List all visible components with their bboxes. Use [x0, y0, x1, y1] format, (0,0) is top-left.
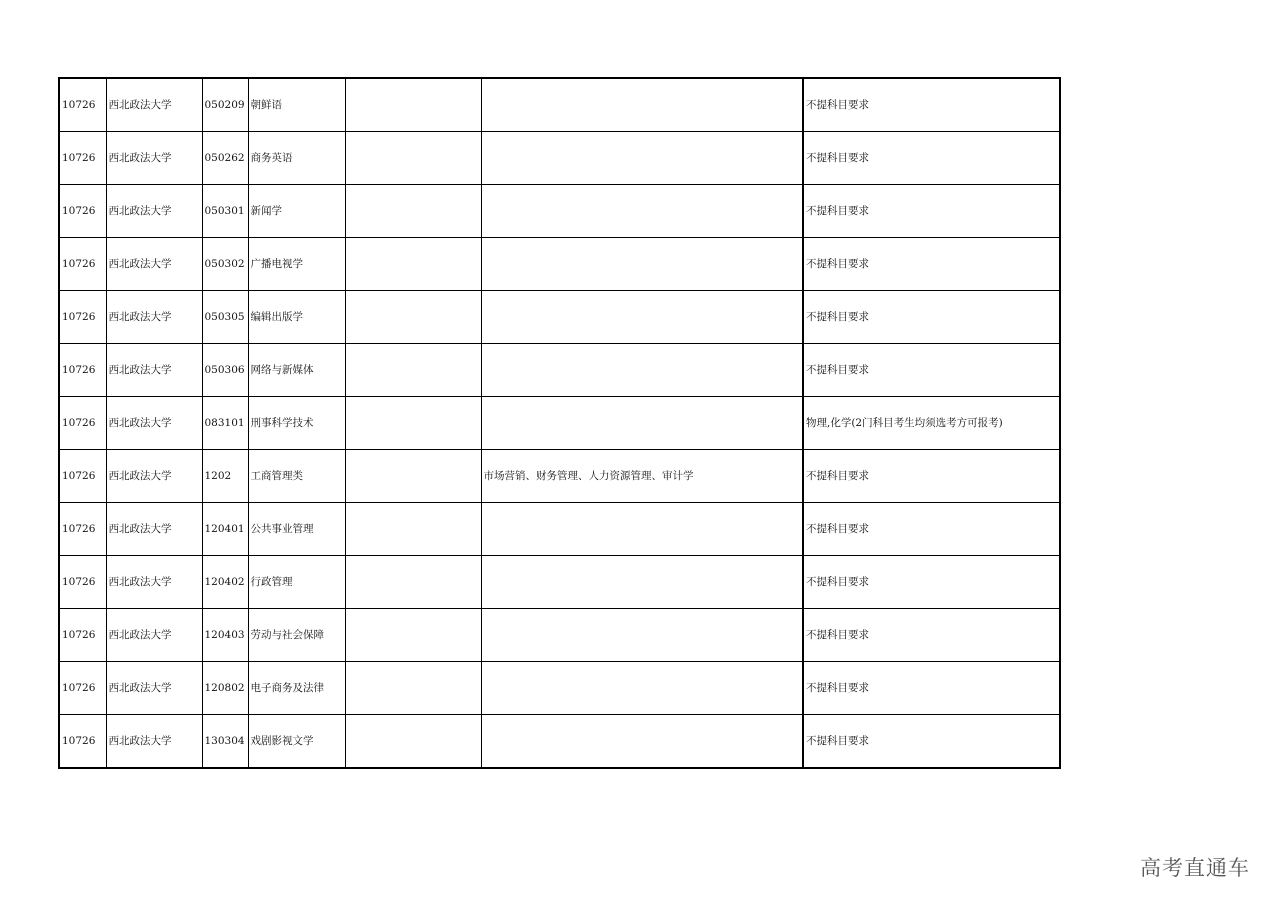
major-name-cell: 刑事科学技术 — [248, 397, 345, 450]
requirement-cell: 不提科目要求 — [803, 185, 1060, 238]
school-name-cell: 西北政法大学 — [106, 185, 202, 238]
requirement-cell: 不提科目要求 — [803, 132, 1060, 185]
table-row — [59, 503, 1060, 556]
table-row — [59, 132, 1060, 185]
school-name-cell: 西北政法大学 — [106, 238, 202, 291]
blank-cell — [345, 450, 481, 503]
major-code-cell: 120802 — [202, 662, 248, 715]
major-code-cell: 083101 — [202, 397, 248, 450]
major-name-cell: 公共事业管理 — [248, 503, 345, 556]
school-name-cell: 西北政法大学 — [106, 662, 202, 715]
major-code-cell: 120403 — [202, 609, 248, 662]
blank-cell — [345, 556, 481, 609]
school-name-cell: 西北政法大学 — [106, 556, 202, 609]
includes-cell — [481, 185, 803, 238]
major-code-cell: 050262 — [202, 132, 248, 185]
table-row — [59, 662, 1060, 715]
school-code-cell: 10726 — [59, 238, 106, 291]
requirement-cell: 不提科目要求 — [803, 609, 1060, 662]
major-code-cell: 050305 — [202, 291, 248, 344]
table-row — [59, 78, 1060, 132]
requirement-cell: 不提科目要求 — [803, 503, 1060, 556]
includes-cell — [481, 344, 803, 397]
requirement-cell: 不提科目要求 — [803, 238, 1060, 291]
table-row — [59, 556, 1060, 609]
includes-cell — [481, 291, 803, 344]
major-name-cell: 朝鲜语 — [248, 78, 345, 132]
table-row — [59, 185, 1060, 238]
includes-cell: 市场营销、财务管理、人力资源管理、审计学 — [481, 450, 803, 503]
major-name-cell: 电子商务及法律 — [248, 662, 345, 715]
major-name-cell: 劳动与社会保障 — [248, 609, 345, 662]
school-name-cell: 西北政法大学 — [106, 344, 202, 397]
watermark-text: 高考直通车 — [1140, 856, 1250, 880]
table-row — [59, 397, 1060, 450]
major-name-cell: 编辑出版学 — [248, 291, 345, 344]
includes-cell — [481, 397, 803, 450]
major-name-cell: 网络与新媒体 — [248, 344, 345, 397]
table-row — [59, 715, 1060, 769]
subject-requirements-table — [58, 77, 1061, 769]
major-name-cell: 行政管理 — [248, 556, 345, 609]
school-code-cell: 10726 — [59, 556, 106, 609]
school-name-cell: 西北政法大学 — [106, 78, 202, 132]
major-code-cell: 050209 — [202, 78, 248, 132]
blank-cell — [345, 503, 481, 556]
blank-cell — [345, 291, 481, 344]
includes-cell — [481, 238, 803, 291]
blank-cell — [345, 662, 481, 715]
school-code-cell: 10726 — [59, 609, 106, 662]
table-row — [59, 609, 1060, 662]
blank-cell — [345, 185, 481, 238]
requirement-cell: 不提科目要求 — [803, 662, 1060, 715]
blank-cell — [345, 715, 481, 769]
table-body — [59, 78, 1060, 768]
school-name-cell: 西北政法大学 — [106, 132, 202, 185]
table-row — [59, 450, 1060, 503]
requirement-cell: 不提科目要求 — [803, 291, 1060, 344]
major-code-cell: 050301 — [202, 185, 248, 238]
requirement-cell: 不提科目要求 — [803, 78, 1060, 132]
major-name-cell: 戏剧影视文学 — [248, 715, 345, 769]
major-code-cell: 120402 — [202, 556, 248, 609]
blank-cell — [345, 78, 481, 132]
includes-cell — [481, 609, 803, 662]
school-code-cell: 10726 — [59, 397, 106, 450]
school-name-cell: 西北政法大学 — [106, 503, 202, 556]
school-code-cell: 10726 — [59, 344, 106, 397]
blank-cell — [345, 344, 481, 397]
blank-cell — [345, 609, 481, 662]
school-name-cell: 西北政法大学 — [106, 715, 202, 769]
school-code-cell: 10726 — [59, 715, 106, 769]
school-name-cell: 西北政法大学 — [106, 450, 202, 503]
school-name-cell: 西北政法大学 — [106, 397, 202, 450]
school-code-cell: 10726 — [59, 78, 106, 132]
includes-cell — [481, 132, 803, 185]
blank-cell — [345, 397, 481, 450]
table-row — [59, 291, 1060, 344]
requirement-cell: 不提科目要求 — [803, 344, 1060, 397]
major-code-cell: 050302 — [202, 238, 248, 291]
requirement-cell: 物理,化学(2门科目考生均须选考方可报考) — [803, 397, 1060, 450]
major-code-cell: 1202 — [202, 450, 248, 503]
school-name-cell: 西北政法大学 — [106, 609, 202, 662]
major-name-cell: 工商管理类 — [248, 450, 345, 503]
includes-cell — [481, 78, 803, 132]
school-code-cell: 10726 — [59, 503, 106, 556]
school-code-cell: 10726 — [59, 662, 106, 715]
school-code-cell: 10726 — [59, 450, 106, 503]
school-code-cell: 10726 — [59, 291, 106, 344]
requirement-cell: 不提科目要求 — [803, 556, 1060, 609]
major-code-cell: 130304 — [202, 715, 248, 769]
includes-cell — [481, 503, 803, 556]
includes-cell — [481, 715, 803, 769]
table-row — [59, 238, 1060, 291]
table-row — [59, 344, 1060, 397]
major-code-cell: 050306 — [202, 344, 248, 397]
blank-cell — [345, 132, 481, 185]
includes-cell — [481, 556, 803, 609]
major-code-cell: 120401 — [202, 503, 248, 556]
requirement-cell: 不提科目要求 — [803, 715, 1060, 769]
major-name-cell: 新闻学 — [248, 185, 345, 238]
school-name-cell: 西北政法大学 — [106, 291, 202, 344]
school-code-cell: 10726 — [59, 185, 106, 238]
requirement-cell: 不提科目要求 — [803, 450, 1060, 503]
blank-cell — [345, 238, 481, 291]
school-code-cell: 10726 — [59, 132, 106, 185]
major-name-cell: 广播电视学 — [248, 238, 345, 291]
includes-cell — [481, 662, 803, 715]
major-name-cell: 商务英语 — [248, 132, 345, 185]
